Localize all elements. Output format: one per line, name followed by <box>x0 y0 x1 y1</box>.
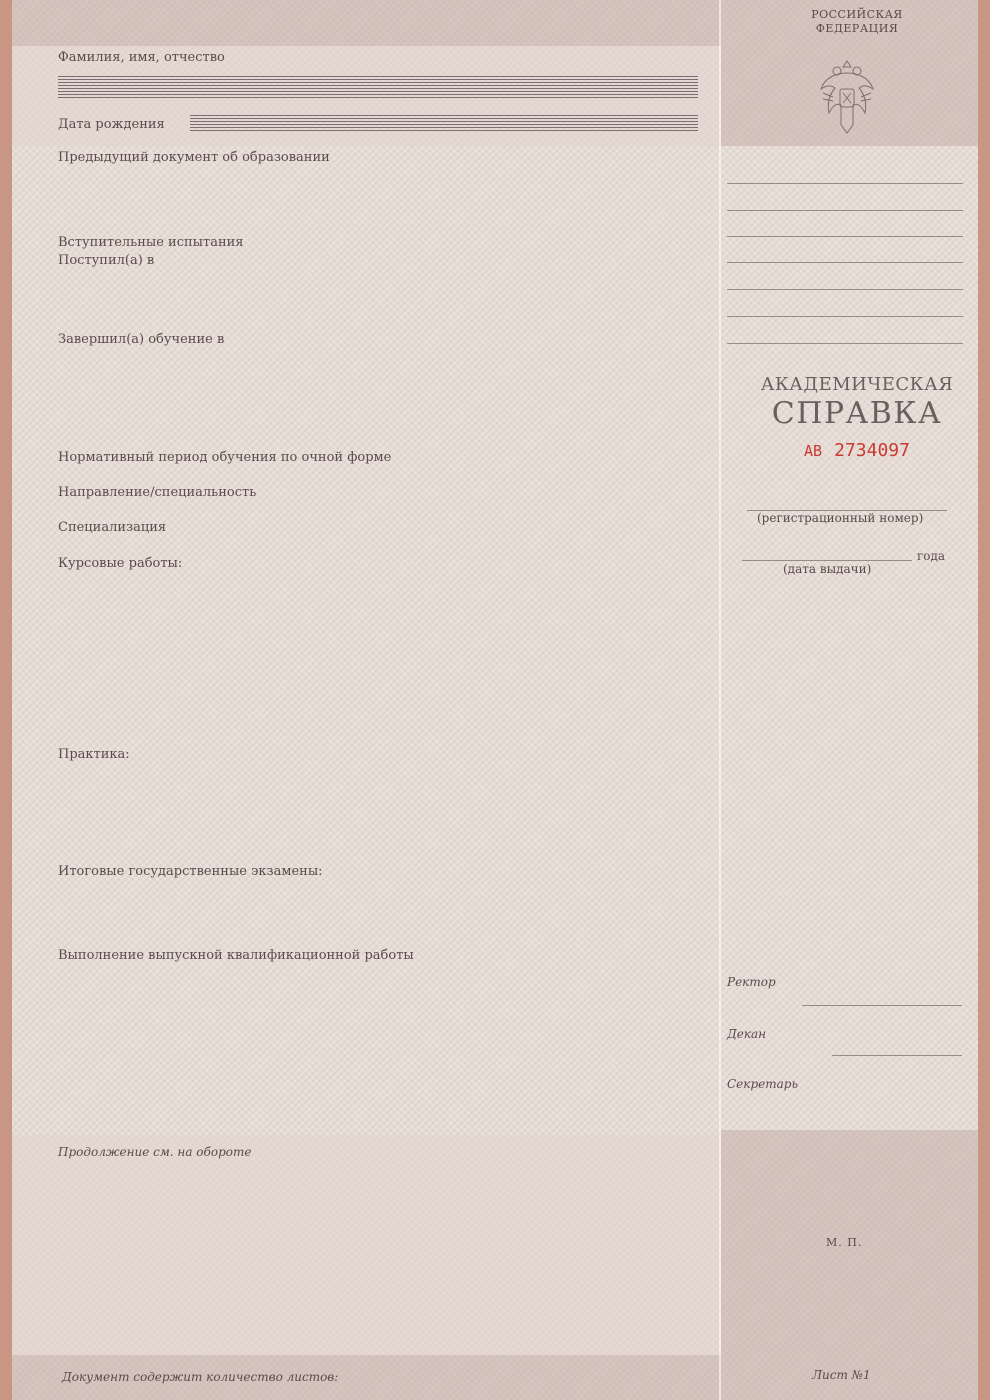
country-name <box>787 8 927 36</box>
issue-date-caption: (дата выдачи) <box>783 562 872 576</box>
document-series: АВ <box>804 442 823 460</box>
document-serial <box>732 440 982 461</box>
coat-of-arms-icon <box>817 55 877 140</box>
right-line-2 <box>727 210 963 211</box>
dean-signature-line <box>832 1055 962 1056</box>
practice-label: Практика: <box>58 747 130 762</box>
rector-label: Ректор <box>727 975 776 989</box>
document-sheet <box>12 0 978 1400</box>
reg-number-caption: (регистрационный номер) <box>757 511 924 525</box>
issue-date-line <box>742 560 912 561</box>
completed-in-label: Завершил(а) обучение в <box>58 332 225 347</box>
right-line-1 <box>727 183 963 184</box>
sheet-count-label: Документ содержит количество листов: <box>62 1370 339 1384</box>
birth-date-label: Дата рождения <box>58 117 165 132</box>
right-line-5 <box>727 289 963 290</box>
enrolled-in-label: Поступил(а) в <box>58 253 155 268</box>
birth-date-security-lines <box>190 115 698 133</box>
state-exams-label: Итоговые государственные экзамены: <box>58 864 323 879</box>
full-name-security-lines <box>58 76 698 100</box>
column-divider <box>719 0 721 1400</box>
document-type-line-1: АКАДЕМИЧЕСКАЯ <box>760 374 954 395</box>
full-name-label: Фамилия, имя, отчество <box>58 50 225 65</box>
secretary-label: Секретарь <box>727 1077 798 1091</box>
document-type-line-2: СПРАВКА <box>771 396 943 431</box>
specialization-label: Специализация <box>58 520 167 535</box>
right-line-3 <box>727 236 963 237</box>
dean-label: Декан <box>727 1027 767 1041</box>
right-line-4 <box>727 262 963 263</box>
left-bottom-panel <box>12 1135 719 1355</box>
right-line-7 <box>727 343 963 344</box>
thesis-label: Выполнение выпускной квалификационной работы <box>58 948 414 963</box>
sheet-number-label: Лист №1 <box>812 1368 871 1382</box>
previous-education-label: Предыдущий документ об образовании <box>58 150 330 165</box>
rector-signature-line <box>802 1005 962 1006</box>
entrance-exams-label: Вступительные испытания <box>58 235 244 250</box>
year-word: года <box>917 549 946 563</box>
country-line-2: ФЕДЕРАЦИЯ <box>815 22 899 35</box>
direction-label: Направление/специальность <box>58 485 257 500</box>
coursework-label: Курсовые работы: <box>58 556 183 571</box>
continuation-note: Продолжение см. на обороте <box>58 1145 252 1159</box>
country-line-1: РОССИЙСКАЯ <box>811 8 903 21</box>
document-number: 2734097 <box>834 440 910 461</box>
normative-period-label: Нормативный период обучения по очной форме <box>58 450 392 465</box>
stamp-placeholder: М. П. <box>826 1236 863 1249</box>
right-line-6 <box>727 316 963 317</box>
